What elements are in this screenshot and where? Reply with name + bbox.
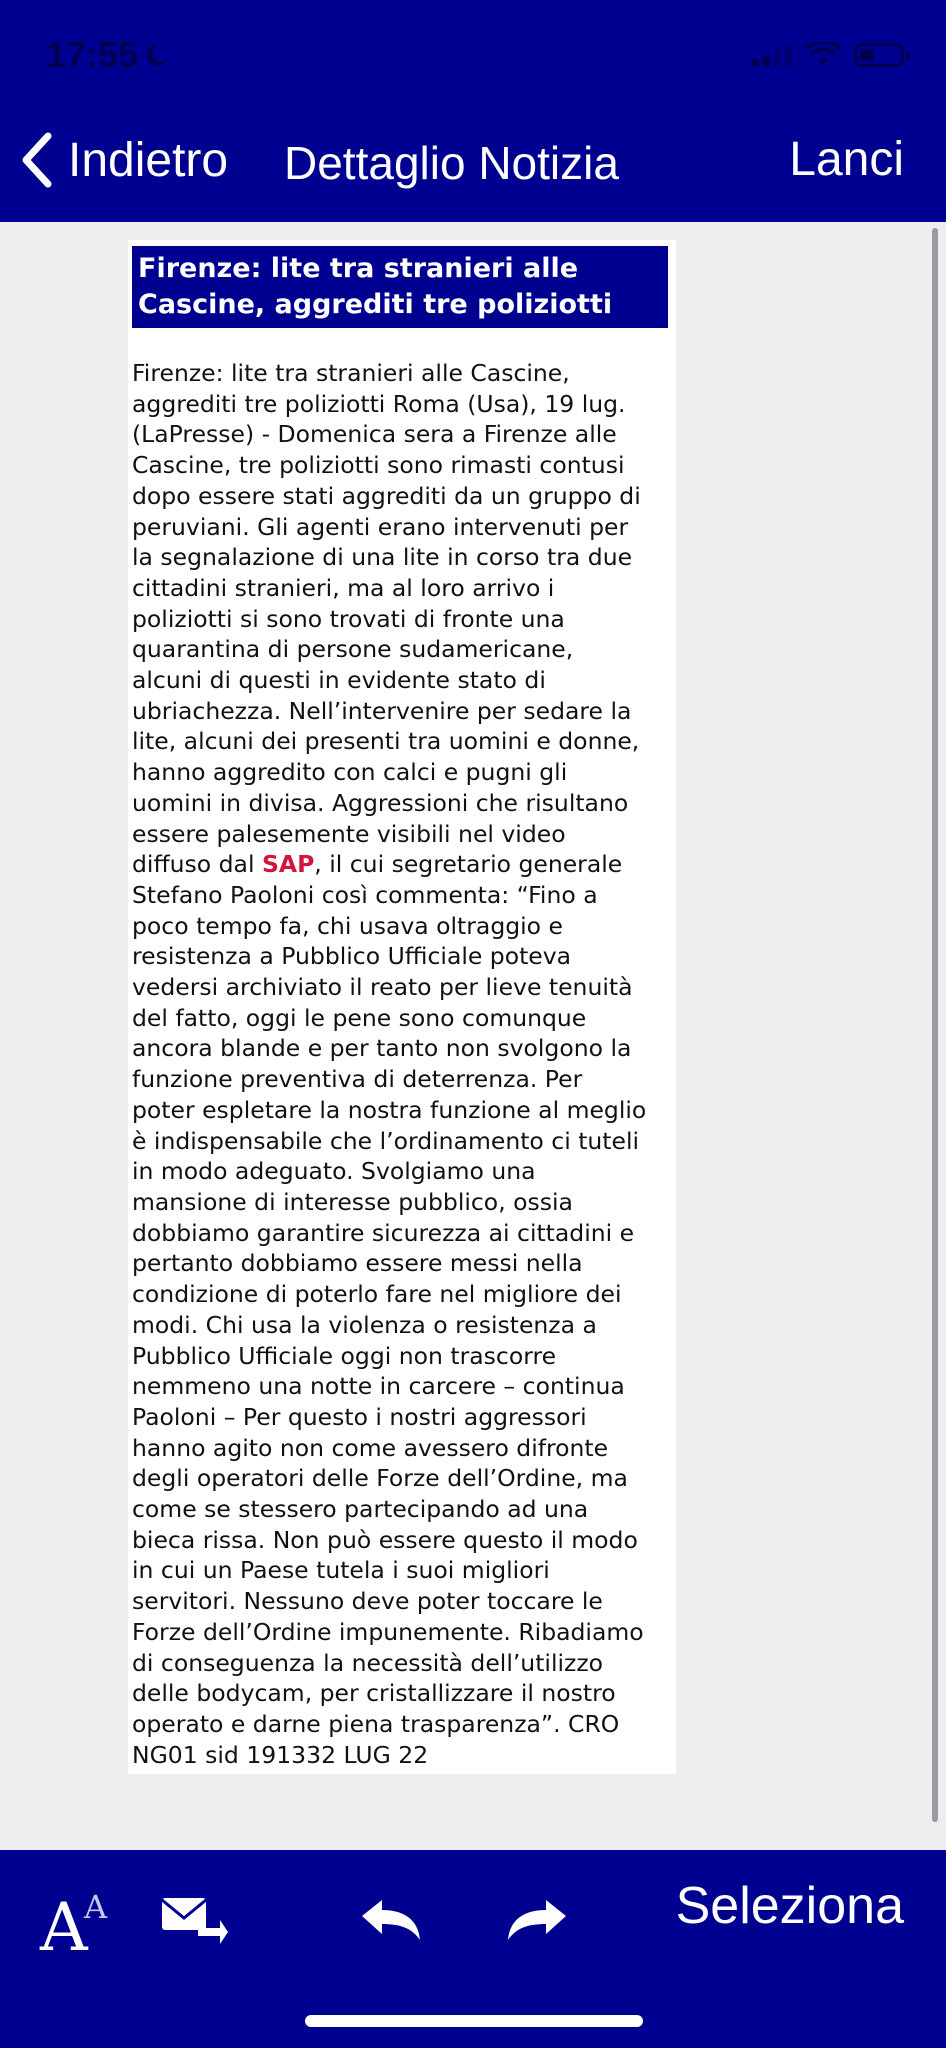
article-body-line: in modo adeguato. Svolgiamo una [132, 1157, 536, 1186]
article-body-line: poco tempo fa, chi usava oltraggio e [132, 911, 563, 940]
article-body-line: condizione di poterlo fare nel migliore dei [132, 1280, 622, 1309]
back-button[interactable] [20, 132, 228, 188]
svg-text:A: A [40, 1889, 88, 1956]
article-body-line: dobbiamo garantire sicurezza ai cittadini e [132, 1218, 635, 1247]
article-body-line: operato e darne piena trasparenza”. CRO [132, 1709, 620, 1738]
article-body-line: hanno aggredito con calci e pugni gli [132, 758, 568, 787]
article-body-line [132, 849, 676, 880]
article-body-line: ubriachezza. Nell’intervenire per sedare la [132, 696, 632, 725]
lanci-button[interactable]: Lanci [789, 133, 904, 186]
article-body-line: del fatto, oggi le pene sono comunque [132, 1003, 587, 1032]
article-body-line: nemmeno una notte in carcere – continua [132, 1372, 625, 1401]
article-body-line: modi. Chi usa la violenza o resistenza a [132, 1310, 597, 1339]
article-body-line: Firenze: lite tra stranieri alle Cascine, [132, 359, 570, 387]
headline-line: Firenze: lite tra stranieri alle [138, 253, 579, 284]
article-body-line: Cascine, tre poliziotti sono rimasti contusi [132, 451, 625, 480]
svg-text:A: A [84, 1888, 108, 1926]
article-card [128, 240, 676, 1774]
font-size-icon[interactable] [38, 1884, 114, 1956]
article-body [132, 358, 676, 1770]
sap-line-before: diffuso dal [132, 850, 262, 879]
article-body-line: funzione preventiva di deterrenza. Per [132, 1065, 583, 1094]
battery-icon [854, 43, 904, 67]
article-body-line: delle bodycam, per cristallizzare il nostro [132, 1679, 616, 1708]
article-body-line: degli operatori delle Forze dell’Ordine, ma [132, 1464, 628, 1493]
article-body-line: quarantina di persone sudamericane, [132, 635, 574, 664]
forward-icon[interactable] [504, 1898, 570, 1944]
wifi-icon [806, 42, 840, 68]
article-body-line: è indispensabile che l’ordinamento ci tuteli [132, 1126, 640, 1155]
article-body-line: pertanto dobbiamo essere messi nella [132, 1249, 583, 1278]
chevron-left-icon [20, 132, 54, 188]
status-time [46, 34, 170, 76]
article-body-line: di conseguenza la necessità dell’utilizzo [132, 1648, 604, 1677]
article-body-line: ancora blande e per tanto non svolgono la [132, 1034, 632, 1063]
article-body-line: cittadini stranieri, ma al loro arrivo i [132, 573, 555, 602]
article-body-line: (LaPresse) - Domenica sera a Firenze alle [132, 420, 617, 449]
header-bar [0, 0, 946, 222]
article-body-line: essere palesemente visibili nel video [132, 819, 566, 848]
article-body-line: la segnalazione di una lite in corso tra due [132, 543, 633, 572]
article-body-line: Pubblico Ufficiale oggi non trascorre [132, 1341, 557, 1370]
scrollbar[interactable] [932, 228, 938, 1822]
forward-mail-icon[interactable] [160, 1894, 230, 1944]
article-body-line: hanno agito non come avessero difronte [132, 1433, 609, 1462]
article-body-line: mansione di interesse pubblico, ossia [132, 1187, 573, 1216]
status-time-label: 17:55 [46, 34, 139, 75]
moon-icon [144, 42, 170, 68]
article-body-line: Forze dell’Ordine impunemente. Ribadiamo [132, 1617, 644, 1646]
reply-icon[interactable] [358, 1898, 424, 1944]
article-body-line: lite, alcuni dei presenti tra uomini e donne, [132, 727, 640, 756]
article-body-line: aggrediti tre poliziotti Roma (Usa), 19 lug. [132, 389, 626, 418]
home-indicator [305, 2015, 643, 2027]
cellular-signal-icon [752, 43, 792, 67]
article-body-line: peruviani. Gli agenti erano intervenuti per [132, 512, 629, 541]
sap-link[interactable]: SAP [261, 850, 315, 879]
select-button[interactable]: Seleziona [675, 1877, 904, 1935]
status-indicators [752, 42, 904, 68]
article-body-line: come se stessero partecipando ad una [132, 1495, 589, 1524]
article-body-line: bieca rissa. Non può essere questo il modo [132, 1525, 638, 1554]
article-body-line: uomini in divisa. Aggressioni che risultano [132, 788, 629, 817]
article-body-line: Stefano Paoloni così commenta: “Fino a [132, 880, 598, 909]
article-body-line: dopo essere stati aggrediti da un gruppo di [132, 481, 641, 510]
article-body-line: resistenza a Pubblico Ufficiale poteva [132, 942, 572, 971]
article-body-line: in cui un Paese tutela i suoi migliori [132, 1556, 550, 1585]
article-body-line: poliziotti si sono trovati di fronte una [132, 604, 565, 633]
headline-line: Cascine, aggrediti tre poliziotti [138, 289, 613, 320]
article-body-line: NG01 sid 191332 LUG 22 [132, 1740, 429, 1769]
back-button-label: Indietro [68, 133, 229, 187]
article-body-line: alcuni di questi in evidente stato di [132, 666, 546, 695]
article-body-line: poter espletare la nostra funzione al meglio [132, 1095, 647, 1124]
page-title: Dettaglio Notizia [284, 137, 619, 189]
sap-line-after: , il cui segretario generale [314, 850, 623, 879]
article-body-line: Paoloni – Per questo i nostri aggressori [132, 1402, 587, 1431]
article-body-line: vedersi archiviato il reato per lieve tenuità [132, 973, 633, 1002]
article-headline [132, 246, 668, 328]
article-body-line: servitori. Nessuno deve poter toccare le [132, 1587, 603, 1616]
